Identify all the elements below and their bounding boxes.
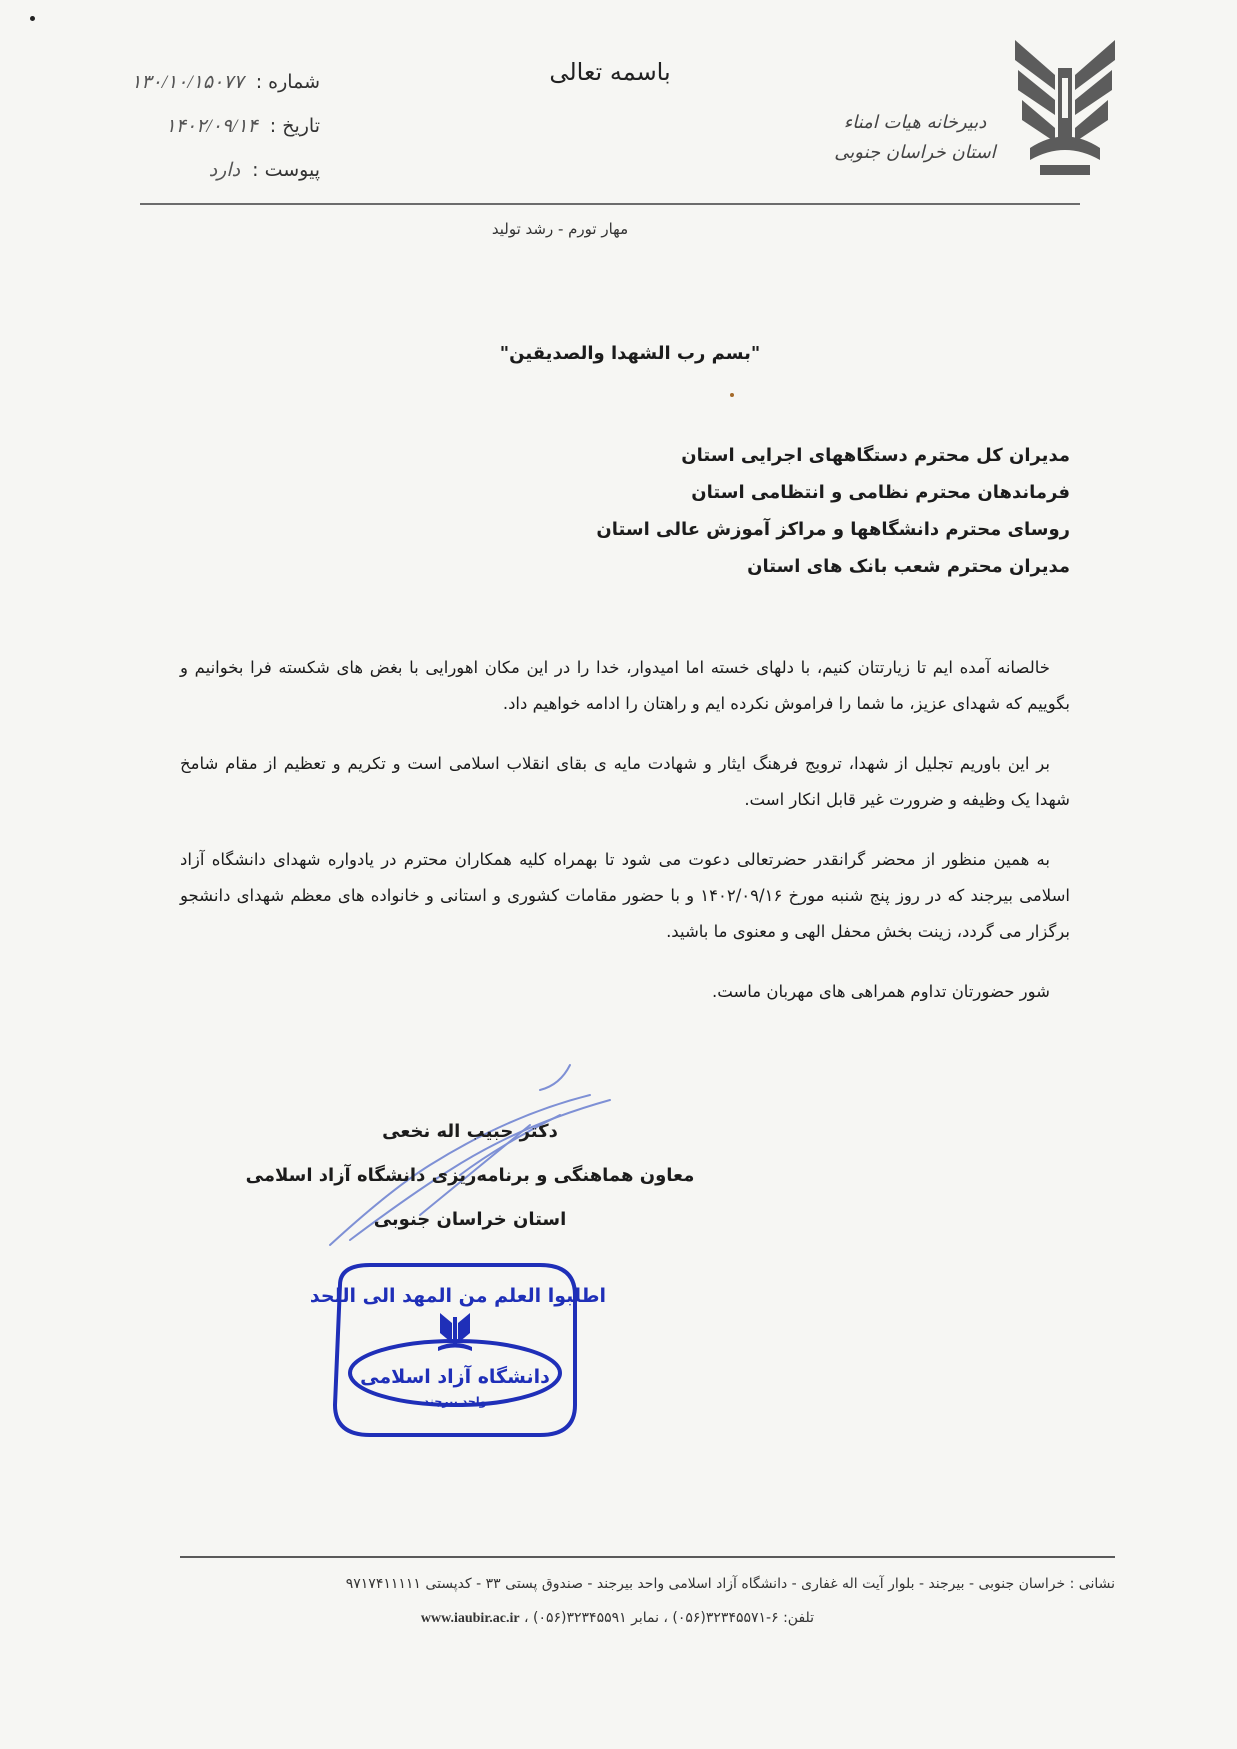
date-value: ۱۴۰۲/۰۹/۱۴ xyxy=(165,116,258,137)
signer-name: دکتر حبیب اله نخعی xyxy=(382,1121,558,1142)
signer-position: معاون هماهنگی و برنامه‌ریزی دانشگاه آزاد اسلامی xyxy=(245,1165,695,1186)
svg-text:واحد بیرجند: واحد بیرجند xyxy=(423,1395,487,1408)
number-value: ۱۳۰/۱۰/۱۵۰۷۷ xyxy=(131,72,244,93)
footer-divider xyxy=(180,1556,1115,1558)
svg-text:اطلبوا العلم من المهد الی اللح: اطلبوا العلم من المهد الی اللحد xyxy=(309,1285,607,1307)
attachment-value: دارد xyxy=(208,160,241,181)
recipient-item: روسای محترم دانشگاهها و مراکز آموزش عالی استان xyxy=(596,519,1070,540)
attachment-row xyxy=(90,150,320,194)
university-seal-stamp xyxy=(300,1255,610,1445)
svg-text:دانشگاه آزاد اسلامی: دانشگاه آزاد اسلامی xyxy=(360,1366,550,1388)
recipient-item: مدیران محترم شعب بانک های استان xyxy=(747,556,1070,577)
number-row xyxy=(90,62,320,106)
signer-province: استان خراسان جنوبی xyxy=(373,1209,567,1230)
footer-address: نشانی : خراسان جنوبی - بیرجند - بلوار آیت اله غفاری - دانشگاه آزاد اسلامی واحد بیرجند - صندوق پستی ۳۳ - کدپستی ۹۷۱۷۴۱۱۱۱۱ xyxy=(345,1576,1115,1592)
number-label: شماره : xyxy=(255,71,320,93)
date-row xyxy=(90,106,320,150)
year-slogan: مهار تورم - رشد تولید xyxy=(491,220,629,238)
body-paragraph: بر این باوریم تجلیل از شهدا، ترویج فرهنگ ایثار و شهادت مایه ی بقای انقلاب اسلامی است و تکریم و تعظیم از مقام شامخ شهدا یک وظیفه و ضرورت غیر قابل انکار است. xyxy=(180,754,1070,809)
footer-website[interactable]: www.iaubir.ac.ir xyxy=(420,1611,520,1626)
date-label: تاریخ : xyxy=(269,115,320,137)
office-line-1: دبیرخانه هیات امناء xyxy=(843,112,987,133)
scan-speck xyxy=(730,393,734,397)
recipients-list xyxy=(500,437,1070,585)
attachment-label: پیوست : xyxy=(252,159,320,181)
body-paragraph: خالصانه آمده ایم تا زیارتتان کنیم، با دلهای خسته اما امیدوار، خدا را در این مکان اهورایی با بغض های شکسته فرا بخوانیم و بگوییم که شهدای عزیز، ما شما را فراموش نکرده ایم و راهتان را ادامه خواهیم داد. xyxy=(180,658,1070,713)
secretariat-name xyxy=(820,108,1010,168)
footer-phone: تلفن: ۶-۳۲۳۴۵۵۷۱(۰۵۶) ، نمابر ۳۲۳۴۵۵۹۱(۰۵۶) ، xyxy=(524,1610,815,1626)
header-divider xyxy=(140,203,1080,205)
body-paragraph: به همین منظور از محضر گرانقدر حضرتعالی دعوت می شود تا بهمراه کلیه همکاران محترم در یادواره شهدای دانشگاه آزاد اسلامی بیرجند که در روز پنج شنبه مورخ ۱۴۰۲/۰۹/۱۶ و با حضور مقامات کشوری و استانی و خانواده های معظم شهدای دانشجو برگزار می گردد، زینت بخش محفل الهی و معنوی ما باشید. xyxy=(180,850,1070,941)
basmala-heading: باسمه تعالی xyxy=(549,58,671,86)
office-line-2: استان خراسان جنوبی xyxy=(834,142,996,163)
recipient-item: مدیران کل محترم دستگاههای اجرایی استان xyxy=(681,445,1070,466)
body-paragraph: شور حضورتان تداوم همراهی های مهربان ماست. xyxy=(712,982,1050,1001)
scan-speck xyxy=(30,16,35,21)
letter-body xyxy=(180,650,1070,1034)
letter-footer xyxy=(180,1568,1115,1636)
recipient-item: فرماندهان محترم نظامی و انتظامی استان xyxy=(691,482,1070,503)
footer-contact xyxy=(180,1602,1115,1636)
signature-block xyxy=(240,1110,700,1242)
letter-metadata xyxy=(90,62,320,194)
university-logo-icon xyxy=(1010,30,1120,185)
letter-title: "بسم رب الشهدا والصدیقین" xyxy=(499,343,761,364)
